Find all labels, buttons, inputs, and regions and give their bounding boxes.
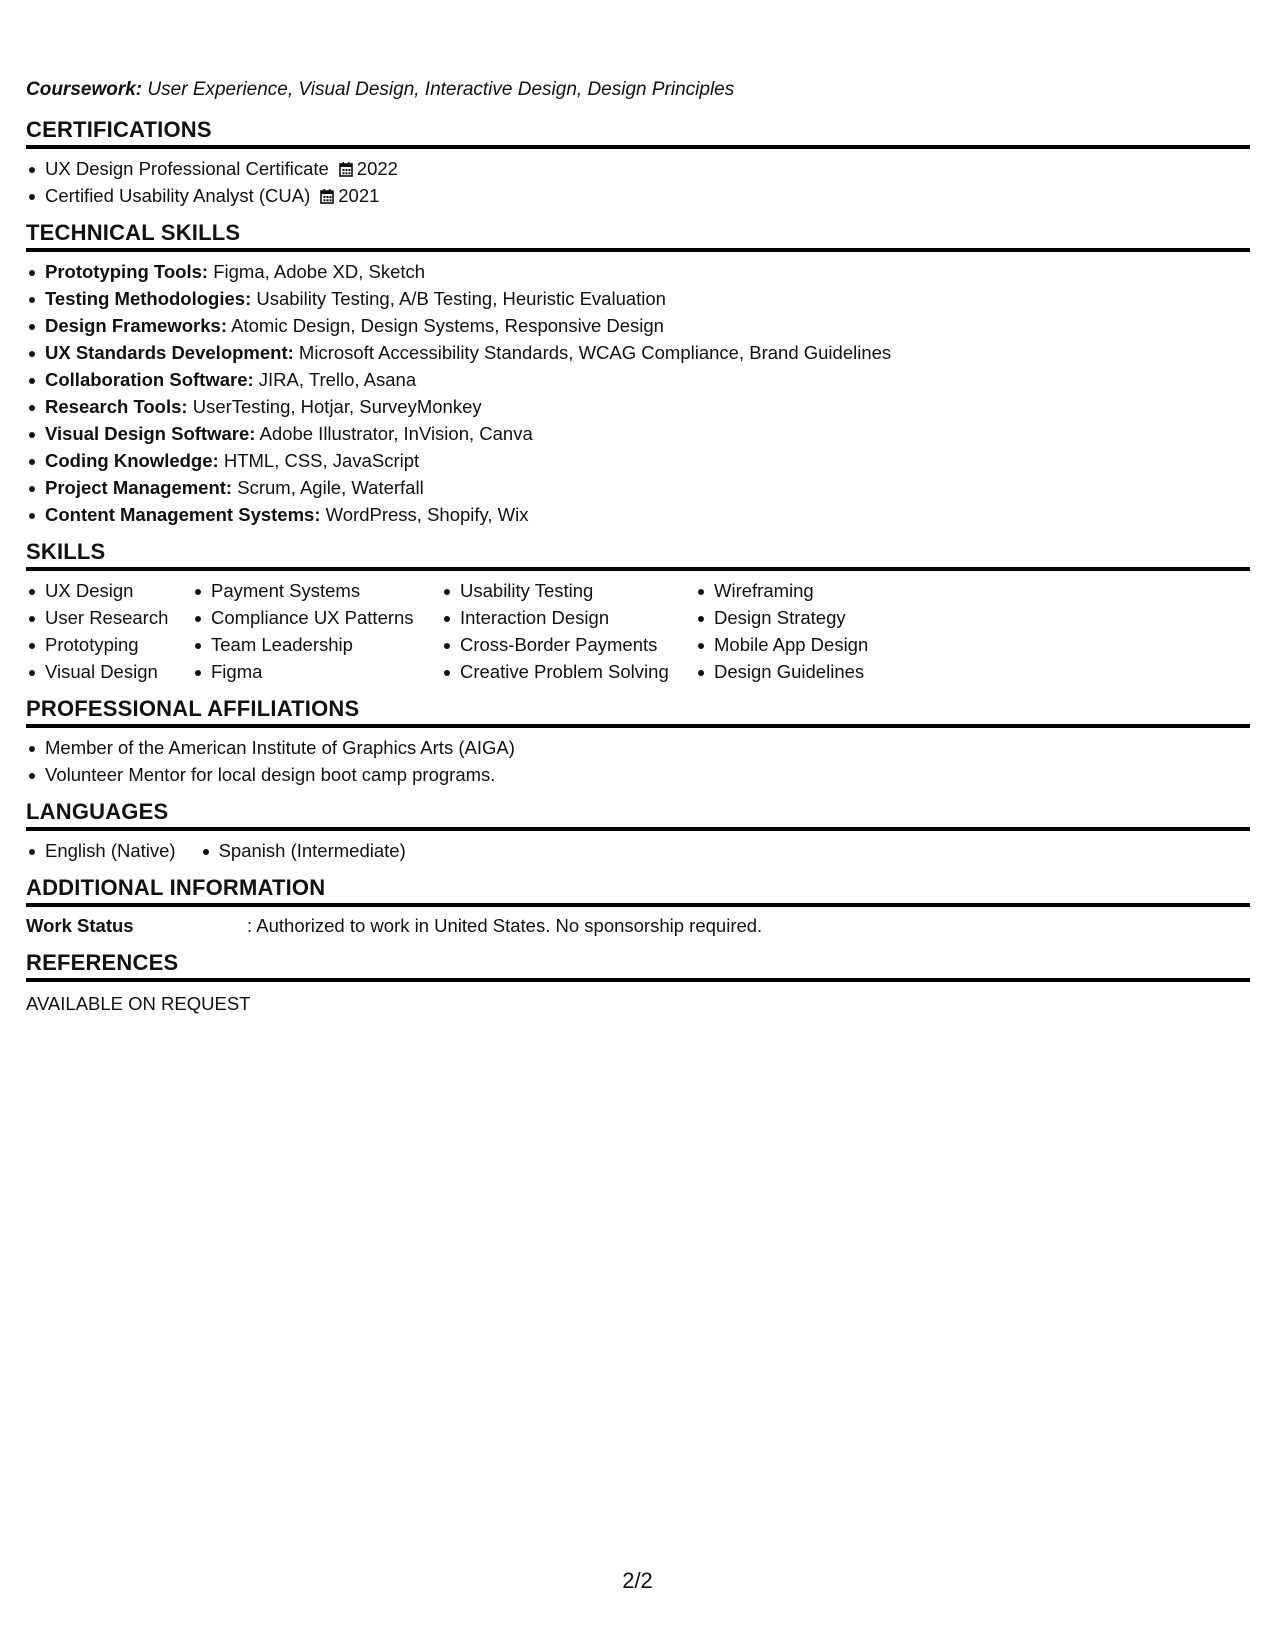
skill-item: Design Guidelines	[695, 658, 915, 685]
skill-item: UX Design	[26, 577, 192, 604]
affiliations-section	[26, 695, 1250, 788]
coursework-line	[26, 76, 1250, 104]
skills-section	[26, 538, 1250, 685]
technical-skill-label: Content Management Systems:	[45, 504, 321, 525]
skill-item: Prototyping	[26, 631, 192, 658]
certification-year: 2022	[356, 158, 398, 179]
certification-year: 2021	[338, 185, 380, 206]
skills-grid	[26, 577, 1250, 685]
skill-item: Design Strategy	[695, 604, 915, 631]
skills-column	[441, 577, 695, 685]
technical-skill-label: Testing Methodologies:	[45, 288, 252, 309]
technical-skill-value: Atomic Design, Design Systems, Responsive Design	[226, 315, 664, 336]
language-item: English (Native)	[26, 837, 176, 864]
languages-section	[26, 798, 1250, 864]
skill-item: Usability Testing	[441, 577, 695, 604]
technical-skill-value: Scrum, Agile, Waterfall	[232, 477, 424, 498]
skill-item: Creative Problem Solving	[441, 658, 695, 685]
technical-skills-heading: TECHNICAL SKILLS	[26, 219, 1250, 252]
technical-skills-list	[26, 258, 1250, 528]
skill-item: Wireframing	[695, 577, 915, 604]
additional-info-heading: ADDITIONAL INFORMATION	[26, 874, 1250, 907]
technical-skill-label: Collaboration Software:	[45, 369, 254, 390]
technical-skill-item	[26, 312, 1250, 339]
skill-item: Visual Design	[26, 658, 192, 685]
technical-skill-label: Project Management:	[45, 477, 233, 498]
skill-item: User Research	[26, 604, 192, 631]
technical-skill-item	[26, 366, 1250, 393]
certification-item	[26, 182, 1250, 209]
coursework-text: User Experience, Visual Design, Interactive Design, Design Principles	[142, 79, 735, 100]
technical-skill-label: Visual Design Software:	[45, 423, 256, 444]
affiliation-item: Volunteer Mentor for local design boot camp programs.	[26, 761, 1250, 788]
affiliation-item: Member of the American Institute of Graphics Arts (AIGA)	[26, 734, 1250, 761]
skills-column	[192, 577, 441, 685]
affiliations-list	[26, 734, 1250, 788]
skill-item: Team Leadership	[192, 631, 441, 658]
technical-skill-item	[26, 258, 1250, 285]
affiliations-heading: PROFESSIONAL AFFILIATIONS	[26, 695, 1250, 728]
calendar-icon	[320, 189, 334, 204]
technical-skill-label: Research Tools:	[45, 396, 188, 417]
technical-skill-label: Design Frameworks:	[45, 315, 227, 336]
technical-skill-value: WordPress, Shopify, Wix	[320, 504, 529, 525]
technical-skill-item	[26, 285, 1250, 312]
references-text: AVAILABLE ON REQUEST	[26, 993, 251, 1014]
coursework-label: Coursework:	[26, 79, 143, 100]
technical-skill-item	[26, 339, 1250, 366]
certifications-heading: CERTIFICATIONS	[26, 116, 1250, 149]
certification-name: Certified Usability Analyst (CUA)	[45, 185, 311, 206]
technical-skill-value: Figma, Adobe XD, Sketch	[208, 261, 426, 282]
technical-skill-item	[26, 474, 1250, 501]
technical-skill-value: Usability Testing, A/B Testing, Heuristic Evaluation	[251, 288, 666, 309]
skill-item: Cross-Border Payments	[441, 631, 695, 658]
technical-skill-value: HTML, CSS, JavaScript	[218, 450, 420, 471]
skill-item: Interaction Design	[441, 604, 695, 631]
work-status-value: : Authorized to work in United States. No sponsorship required.	[247, 915, 763, 936]
calendar-icon	[339, 162, 353, 177]
technical-skill-item	[26, 501, 1250, 528]
skills-column	[26, 577, 192, 685]
certifications-list	[26, 155, 1250, 209]
references-section	[26, 949, 1250, 1017]
technical-skill-item	[26, 393, 1250, 420]
skills-heading: SKILLS	[26, 538, 1250, 571]
technical-skill-item	[26, 447, 1250, 474]
skill-item: Figma	[192, 658, 441, 685]
additional-info-section	[26, 874, 1250, 939]
technical-skill-label: UX Standards Development:	[45, 342, 294, 363]
certifications-section	[26, 116, 1250, 209]
technical-skill-label: Coding Knowledge:	[45, 450, 219, 471]
work-status-row	[26, 912, 1250, 939]
technical-skills-section	[26, 219, 1250, 528]
work-status-label: Work Status	[26, 915, 134, 936]
references-heading: REFERENCES	[26, 949, 1250, 982]
skill-item: Payment Systems	[192, 577, 441, 604]
certification-item	[26, 155, 1250, 182]
skills-column	[695, 577, 915, 685]
page-number: 2/2	[622, 1568, 653, 1593]
languages-heading: LANGUAGES	[26, 798, 1250, 831]
technical-skill-value: Microsoft Accessibility Standards, WCAG Compliance, Brand Guidelines	[293, 342, 892, 363]
technical-skill-value: Adobe Illustrator, InVision, Canva	[255, 423, 533, 444]
resume-page	[26, 76, 1250, 1017]
certification-name: UX Design Professional Certificate	[45, 158, 329, 179]
technical-skill-value: JIRA, Trello, Asana	[253, 369, 417, 390]
technical-skill-item	[26, 420, 1250, 447]
technical-skill-value: UserTesting, Hotjar, SurveyMonkey	[187, 396, 482, 417]
skill-item: Compliance UX Patterns	[192, 604, 441, 631]
technical-skill-label: Prototyping Tools:	[45, 261, 209, 282]
language-item: Spanish (Intermediate)	[200, 837, 406, 864]
languages-list	[26, 837, 1250, 864]
skill-item: Mobile App Design	[695, 631, 915, 658]
